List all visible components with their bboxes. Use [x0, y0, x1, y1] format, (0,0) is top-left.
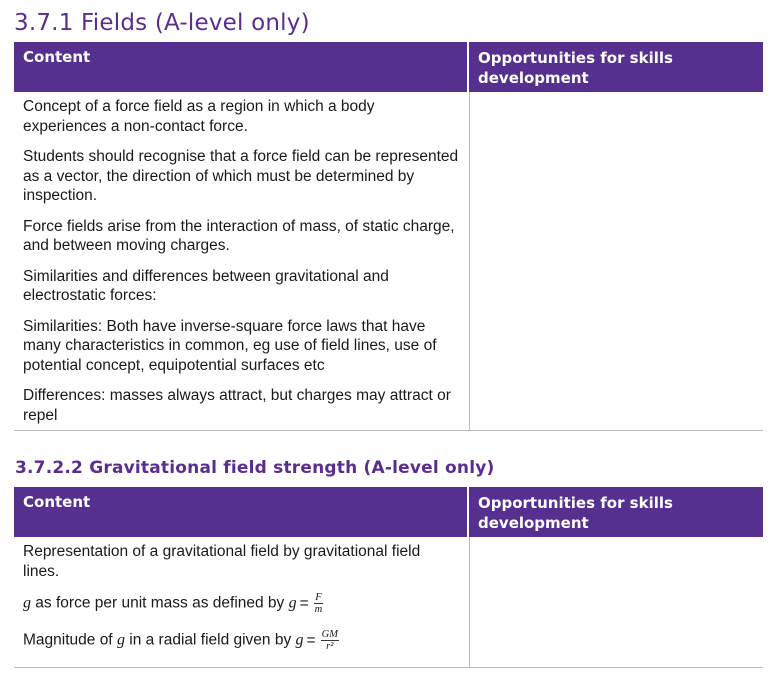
equals-sign: =	[306, 631, 316, 649]
gravitational-table	[14, 487, 763, 668]
denominator: r²	[326, 641, 334, 652]
table-body	[14, 92, 763, 431]
paragraph: Concept of a force field as a region in which a body experiences a non-contact force.	[23, 98, 375, 135]
content-cell	[14, 537, 470, 667]
fraction	[314, 592, 324, 615]
paragraph: Force fields arise from the interaction of mass, of static charge, and between moving charges.	[23, 217, 455, 254]
header-content: Content	[14, 487, 469, 537]
text: in a radial field given by	[124, 631, 296, 649]
paragraph: Similarities: Both have inverse-square force laws that have many characteristics in common, eg use of field lines, use of potential concept, equipotential surfaces etc	[23, 317, 437, 374]
symbol-g: g	[116, 631, 125, 649]
symbol-g: g	[23, 594, 31, 612]
skills-cell	[470, 537, 763, 667]
text: Magnitude of	[23, 631, 117, 649]
numerator: GM	[321, 629, 338, 640]
paragraph: Representation of a gravitational field by gravitational field lines.	[23, 543, 421, 580]
symbol-g: g	[295, 631, 304, 649]
paragraph: Differences: masses always attract, but charges may attract or repel	[23, 387, 451, 424]
denominator: m	[314, 604, 323, 615]
fields-table	[14, 42, 763, 431]
table-header	[14, 487, 763, 537]
symbol-g: g	[288, 594, 297, 612]
content-cell	[14, 92, 470, 430]
paragraph-g-definition	[23, 592, 460, 615]
text: as force per unit mass as defined by	[31, 594, 289, 612]
section-heading-gravitational: 3.7.2.2 Gravitational field strength (A-level only)	[15, 458, 495, 478]
paragraph-g-radial	[23, 629, 460, 652]
table-header	[14, 42, 763, 92]
fraction	[321, 629, 339, 652]
table-body	[14, 537, 763, 668]
equals-sign: =	[299, 594, 309, 612]
paragraph: Students should recognise that a force field can be represented as a vector, the direction of which must be determined by inspection.	[23, 148, 459, 204]
section-heading-fields: 3.7.1 Fields (A-level only)	[14, 10, 310, 36]
header-content: Content	[14, 42, 469, 92]
skills-cell	[470, 92, 763, 430]
header-skills: Opportunities for skills development	[478, 49, 673, 87]
numerator: F	[315, 592, 322, 603]
paragraph: Similarities and differences between gravitational and electrostatic forces:	[23, 267, 389, 304]
header-skills: Opportunities for skills development	[478, 494, 673, 532]
